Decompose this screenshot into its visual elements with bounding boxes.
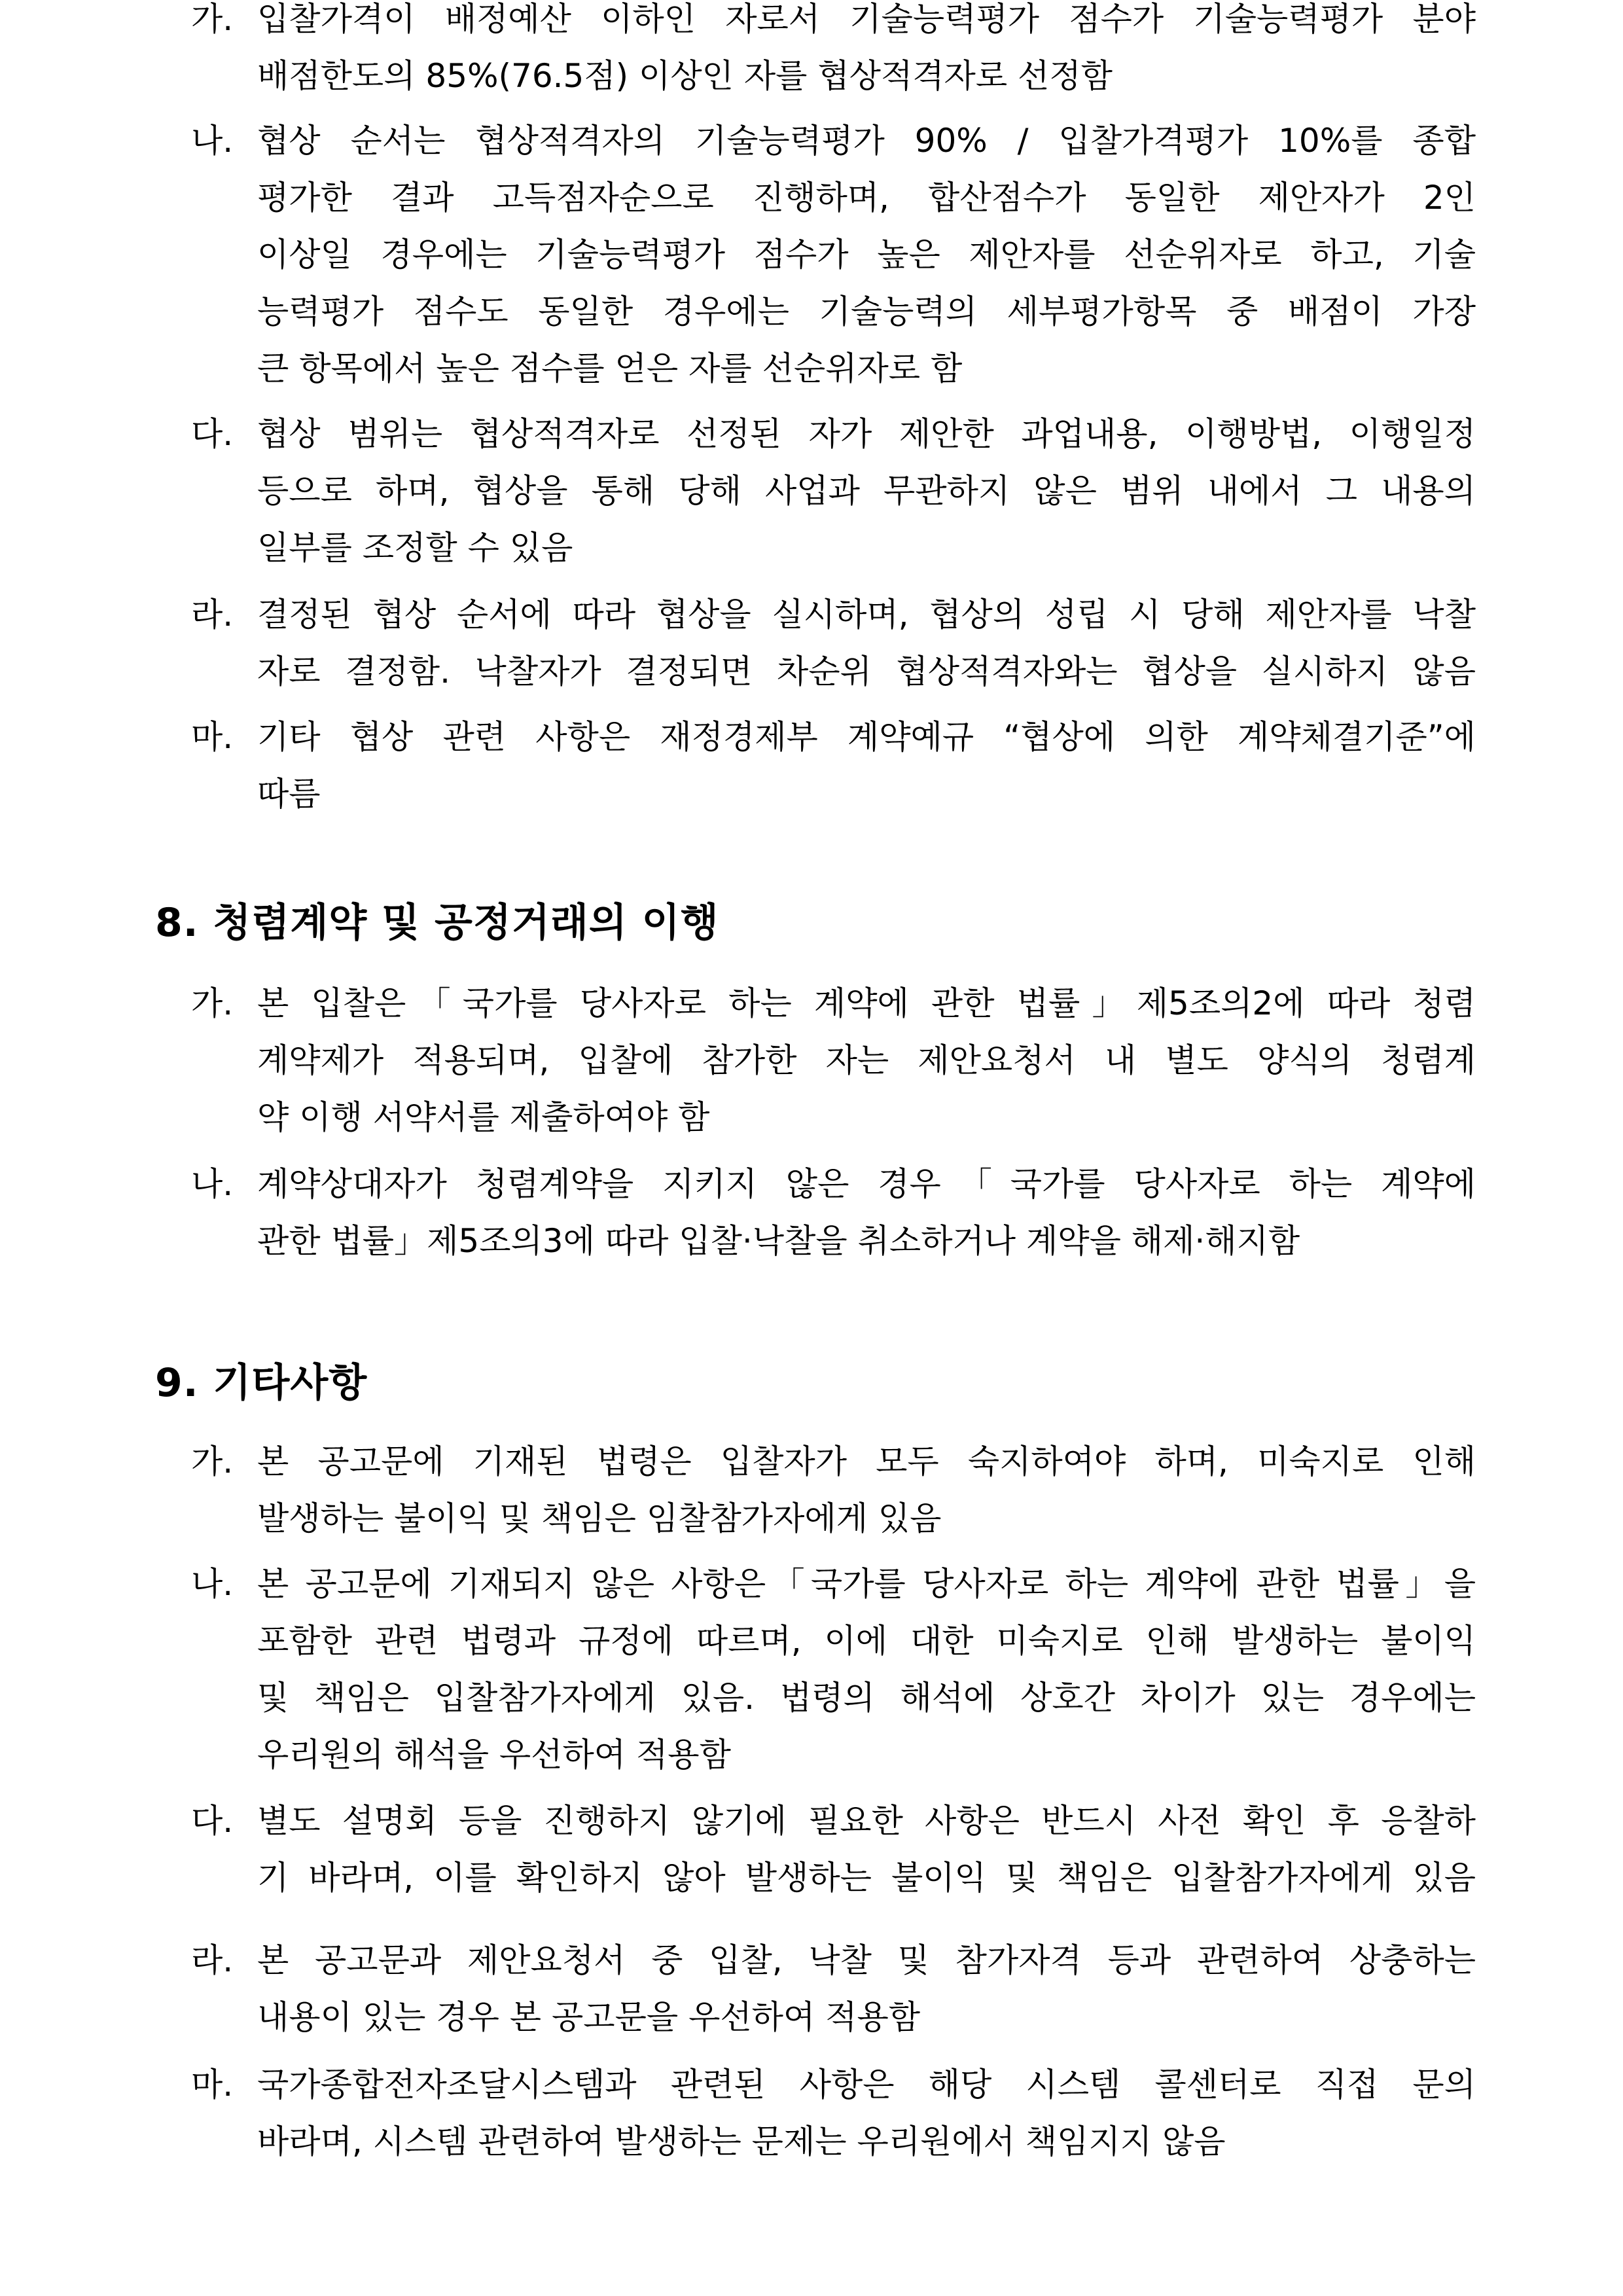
text-line: 바라며, 시스템 관련하여 발생하는 문제는 우리원에서 책임지지 않음	[257, 2123, 1226, 2161]
item-marker: 다.	[191, 415, 234, 453]
text-line: 별도 설명회 등을 진행하지 않기에 필요한 사항은 반드시 사전 확인 후 응찰하	[257, 1802, 1476, 1840]
item-marker: 나.	[191, 1165, 234, 1203]
item-marker: 다.	[191, 1802, 234, 1840]
text-line: 능력평가 점수도 동일한 경우에는 기술능력의 세부평가항목 중 배점이 가장	[257, 293, 1476, 331]
item-marker: 가.	[191, 1443, 234, 1480]
item-text	[257, 709, 1476, 823]
text-line: 내용이 있는 경우 본 공고문을 우선하여 적용함	[257, 1998, 921, 2036]
item-text	[257, 1433, 1476, 1547]
item-text	[257, 1793, 1476, 1907]
text-line: 평가한 결과 고득점자순으로 진행하며, 합산점수가 동일한 제안자가 2인	[257, 179, 1476, 217]
text-line: 이상일 경우에는 기술능력평가 점수가 높은 제안자를 선순위자로 하고, 기술	[257, 236, 1476, 274]
text-line: 배점한도의 85%(76.5점) 이상인 자를 협상적격자로 선정함	[257, 57, 1113, 95]
text-line: 본 공고문에 기재된 법령은 입찰자가 모두 숙지하여야 하며, 미숙지로 인해	[257, 1443, 1476, 1480]
text-line: 본 공고문과 제안요청서 중 입찰, 낙찰 및 참가자격 등과 관련하여 상충하는	[257, 1941, 1476, 1979]
list-item	[191, 1932, 1476, 2046]
text-line: 기타 협상 관련 사항은 재정경제부 계약예규 “협상에 의한 계약체결기준”에	[257, 718, 1476, 756]
item-text	[257, 975, 1476, 1146]
item-marker: 라.	[191, 596, 234, 634]
item-marker: 가.	[191, 984, 234, 1022]
text-line: 기 바라며, 이를 확인하지 않아 발생하는 불이익 및 책임은 입찰참가자에게 있음	[257, 1859, 1476, 1897]
item-text	[257, 1932, 1476, 2046]
list-item	[191, 113, 1476, 397]
text-line: 본 입찰은「국가를 당사자로 하는 계약에 관한 법률」제5조의2에 따라 청렴	[257, 984, 1476, 1022]
list-item	[191, 975, 1476, 1146]
item-text	[257, 586, 1476, 700]
item-text	[257, 1556, 1476, 1784]
text-line: 입찰가격이 배정예산 이하인 자로서 기술능력평가 점수가 기술능력평가 분야	[257, 0, 1476, 38]
text-line: 큰 항목에서 높은 점수를 얻은 자를 선순위자로 함	[257, 350, 963, 387]
item-marker: 나.	[191, 122, 234, 160]
list-item	[191, 709, 1476, 823]
text-line: 우리원의 해석을 우선하여 적용함	[257, 1736, 731, 1774]
item-text	[257, 113, 1476, 397]
item-text	[257, 1156, 1476, 1270]
list-item	[191, 0, 1476, 105]
text-line: 계약제가 적용되며, 입찰에 참가한 자는 제안요청서 내 별도 양식의 청렴계	[257, 1041, 1476, 1079]
item-marker: 마.	[191, 718, 234, 756]
item-marker: 마.	[191, 2066, 234, 2104]
list-item	[191, 1556, 1476, 1784]
list-item	[191, 586, 1476, 700]
text-line: 국가종합전자조달시스템과 관련된 사항은 해당 시스템 콜센터로 직접 문의	[257, 2066, 1476, 2104]
list-item	[191, 406, 1476, 577]
text-line: 본 공고문에 기재되지 않은 사항은「국가를 당사자로 하는 계약에 관한 법률」을	[257, 1565, 1476, 1603]
text-line: 결정된 협상 순서에 따라 협상을 실시하며, 협상의 성립 시 당해 제안자를 낙찰	[257, 596, 1476, 634]
item-marker: 라.	[191, 1941, 234, 1979]
text-line: 발생하는 불이익 및 책임은 임찰참가자에게 있음	[257, 1499, 942, 1537]
text-line: 등으로 하며, 협상을 통해 당해 사업과 무관하지 않은 범위 내에서 그 내용의	[257, 472, 1476, 510]
item-text	[257, 2056, 1476, 2170]
text-line: 협상 범위는 협상적격자로 선정된 자가 제안한 과업내용, 이행방법, 이행일정	[257, 415, 1476, 453]
item-marker: 가.	[191, 0, 234, 38]
text-line: 자로 결정함. 낙찰자가 결정되면 차순위 협상적격자와는 협상을 실시하지 않음	[257, 653, 1476, 691]
text-line: 및 책임은 입찰참가자에게 있음. 법령의 해석에 상호간 차이가 있는 경우에는	[257, 1679, 1476, 1717]
item-text	[257, 0, 1476, 105]
text-line: 관한 법률」제5조의3에 따라 입찰·낙찰을 취소하거나 계약을 해제·해지함	[257, 1222, 1300, 1260]
section-heading: 9. 기타사항	[155, 1360, 368, 1406]
text-line: 약 이행 서약서를 제출하여야 함	[257, 1098, 710, 1136]
text-line: 일부를 조정할 수 있음	[257, 529, 573, 567]
list-item	[191, 2056, 1476, 2170]
section-heading: 8. 청렴계약 및 공정거래의 이행	[155, 900, 719, 946]
list-item	[191, 1156, 1476, 1270]
text-line: 협상 순서는 협상적격자의 기술능력평가 90% / 입찰가격평가 10%를 종합	[257, 122, 1476, 160]
list-item	[191, 1793, 1476, 1907]
text-line: 포함한 관련 법령과 규정에 따르며, 이에 대한 미숙지로 인해 발생하는 불이익	[257, 1622, 1476, 1660]
item-text	[257, 406, 1476, 577]
text-line: 계약상대자가 청렴계약을 지키지 않은 경우「국가를 당사자로 하는 계약에	[257, 1165, 1476, 1203]
text-line: 따름	[257, 775, 321, 813]
item-marker: 나.	[191, 1565, 234, 1603]
list-item	[191, 1433, 1476, 1547]
